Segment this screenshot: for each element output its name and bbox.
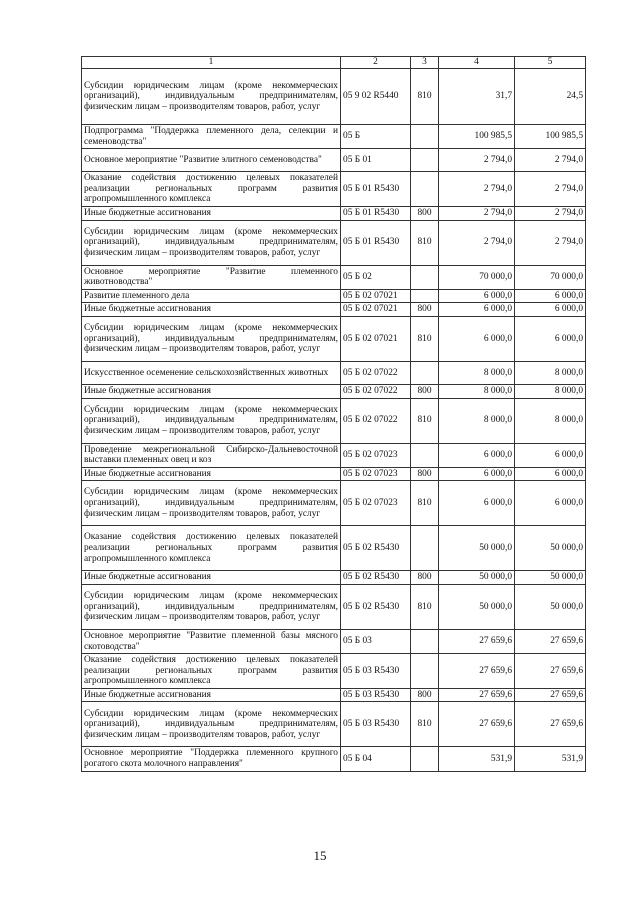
- table-row: [82, 303, 586, 317]
- row-name-cell: Иные бюджетные ассигнования: [82, 303, 341, 317]
- row-amount-1-cell: 8 000,0: [439, 361, 515, 384]
- row-code-cell: 05 Б 03: [341, 629, 411, 653]
- row-code-cell: 05 Б 02 07021: [341, 289, 411, 303]
- column-header-1: 1: [82, 57, 341, 69]
- table-row: [82, 316, 586, 361]
- table-row: [82, 467, 586, 481]
- row-name-cell: Оказание содействия достижению целевых показателей реализации региональных программ развития агропромышленного комплекса: [82, 172, 341, 207]
- table-row: [82, 702, 586, 747]
- header-row: [82, 57, 586, 69]
- row-amount-1-cell: 2 794,0: [439, 149, 515, 172]
- row-vr-cell: [411, 289, 439, 303]
- row-name-cell: Субсидии юридическим лицам (кроме некоммерческих организаций), индивидуальным предпринимателям, физическим лицам – производителям товаров, работ, услуг: [82, 702, 341, 747]
- row-vr-cell: 810: [411, 398, 439, 443]
- budget-table: [81, 56, 586, 772]
- row-amount-1-cell: 27 659,6: [439, 654, 515, 689]
- row-amount-2-cell: 27 659,6: [515, 702, 586, 747]
- table-row: [82, 747, 586, 771]
- table-row: [82, 688, 586, 702]
- row-vr-cell: 810: [411, 702, 439, 747]
- table-row: [82, 654, 586, 689]
- row-amount-1-cell: 8 000,0: [439, 384, 515, 398]
- row-vr-cell: 810: [411, 481, 439, 526]
- row-vr-cell: 810: [411, 584, 439, 629]
- table-row: [82, 629, 586, 653]
- row-code-cell: 05 Б 01 R5430: [341, 206, 411, 220]
- row-amount-2-cell: 50 000,0: [515, 584, 586, 629]
- row-name-cell: Подпрограмма "Поддержка племенного дела, селекции и семеноводства": [82, 125, 341, 149]
- table-row: [82, 584, 586, 629]
- row-vr-cell: [411, 361, 439, 384]
- row-code-cell: 05 Б 01 R5430: [341, 172, 411, 207]
- row-vr-cell: 800: [411, 688, 439, 702]
- row-name-cell: Субсидии юридическим лицам (кроме некоммерческих организаций), индивидуальным предпринимателям, физическим лицам – производителям товаров, работ, услуг: [82, 316, 341, 361]
- row-amount-1-cell: 2 794,0: [439, 206, 515, 220]
- row-name-cell: Субсидии юридическим лицам (кроме некоммерческих организаций), индивидуальным предпринимателям, физическим лицам – производителям товаров, работ, услуг: [82, 481, 341, 526]
- row-vr-cell: 800: [411, 206, 439, 220]
- row-name-cell: Оказание содействия достижению целевых показателей реализации региональных программ развития агропромышленного комплекса: [82, 526, 341, 571]
- table-row: [82, 69, 586, 125]
- row-code-cell: 05 Б 03 R5430: [341, 654, 411, 689]
- row-vr-cell: [411, 265, 439, 289]
- table-row: [82, 265, 586, 289]
- row-code-cell: 05 Б 02 07021: [341, 316, 411, 361]
- table-row: [82, 526, 586, 571]
- row-amount-2-cell: 100 985,5: [515, 125, 586, 149]
- row-amount-1-cell: 50 000,0: [439, 584, 515, 629]
- table-row: [82, 125, 586, 149]
- row-amount-2-cell: 6 000,0: [515, 467, 586, 481]
- row-name-cell: Субсидии юридическим лицам (кроме некоммерческих организаций), индивидуальным предпринимателям, физическим лицам – производителям товаров, работ, услуг: [82, 69, 341, 125]
- row-vr-cell: [411, 629, 439, 653]
- row-code-cell: 05 Б 02 R5430: [341, 571, 411, 585]
- row-amount-2-cell: 8 000,0: [515, 398, 586, 443]
- row-amount-1-cell: 50 000,0: [439, 526, 515, 571]
- row-amount-1-cell: 6 000,0: [439, 467, 515, 481]
- row-amount-1-cell: 2 794,0: [439, 220, 515, 265]
- column-header-4: 4: [439, 57, 515, 69]
- row-name-cell: Иные бюджетные ассигнования: [82, 467, 341, 481]
- row-code-cell: 05 Б 02 07023: [341, 467, 411, 481]
- row-code-cell: 05 Б 01: [341, 149, 411, 172]
- column-header-5: 5: [515, 57, 586, 69]
- row-amount-1-cell: 531,9: [439, 747, 515, 771]
- table-body: [82, 69, 586, 772]
- row-name-cell: Основное мероприятие "Поддержка племенного крупного рогатого скота молочного направления": [82, 747, 341, 771]
- row-amount-2-cell: 2 794,0: [515, 220, 586, 265]
- table-header: [82, 57, 586, 69]
- row-name-cell: Субсидии юридическим лицам (кроме некоммерческих организаций), индивидуальным предпринимателям, физическим лицам – производителям товаров, работ, услуг: [82, 584, 341, 629]
- row-amount-1-cell: 2 794,0: [439, 172, 515, 207]
- row-amount-2-cell: 6 000,0: [515, 443, 586, 467]
- row-amount-2-cell: 2 794,0: [515, 149, 586, 172]
- row-name-cell: Иные бюджетные ассигнования: [82, 571, 341, 585]
- row-name-cell: Иные бюджетные ассигнования: [82, 206, 341, 220]
- row-name-cell: Основное мероприятие "Развитие племенного животноводства": [82, 265, 341, 289]
- table-row: [82, 172, 586, 207]
- row-vr-cell: [411, 125, 439, 149]
- row-amount-1-cell: 50 000,0: [439, 571, 515, 585]
- row-vr-cell: [411, 526, 439, 571]
- table-row: [82, 289, 586, 303]
- row-name-cell: Основное мероприятие "Развитие племенной базы мясного скотоводства": [82, 629, 341, 653]
- row-code-cell: 05 Б 02 07022: [341, 384, 411, 398]
- row-amount-2-cell: 24,5: [515, 69, 586, 125]
- row-amount-1-cell: 6 000,0: [439, 303, 515, 317]
- row-code-cell: 05 Б 02 07022: [341, 361, 411, 384]
- row-name-cell: Субсидии юридическим лицам (кроме некоммерческих организаций), индивидуальным предпринимателям, физическим лицам – производителям товаров, работ, услуг: [82, 398, 341, 443]
- table-row: [82, 384, 586, 398]
- row-name-cell: Искусственное осеменение сельскохозяйственных животных: [82, 361, 341, 384]
- row-amount-1-cell: 27 659,6: [439, 688, 515, 702]
- row-vr-cell: 800: [411, 384, 439, 398]
- row-amount-2-cell: 6 000,0: [515, 289, 586, 303]
- row-code-cell: 05 Б 02: [341, 265, 411, 289]
- row-vr-cell: 800: [411, 571, 439, 585]
- row-vr-cell: [411, 747, 439, 771]
- row-name-cell: Иные бюджетные ассигнования: [82, 384, 341, 398]
- row-amount-2-cell: 50 000,0: [515, 571, 586, 585]
- page-number: 15: [313, 848, 327, 863]
- row-amount-2-cell: 70 000,0: [515, 265, 586, 289]
- row-vr-cell: [411, 654, 439, 689]
- row-name-cell: Развитие племенного дела: [82, 289, 341, 303]
- table-row: [82, 398, 586, 443]
- row-code-cell: 05 Б: [341, 125, 411, 149]
- table-row: [82, 443, 586, 467]
- table-row: [82, 206, 586, 220]
- row-code-cell: 05 Б 03 R5430: [341, 688, 411, 702]
- column-header-2: 2: [341, 57, 411, 69]
- row-amount-1-cell: 27 659,6: [439, 629, 515, 653]
- row-code-cell: 05 Б 02 R5430: [341, 526, 411, 571]
- table-row: [82, 481, 586, 526]
- column-header-3: 3: [411, 57, 439, 69]
- row-amount-1-cell: 8 000,0: [439, 398, 515, 443]
- row-name-cell: Субсидии юридическим лицам (кроме некоммерческих организаций), индивидуальным предпринимателям, физическим лицам – производителям товаров, работ, услуг: [82, 220, 341, 265]
- row-code-cell: 05 Б 02 07023: [341, 481, 411, 526]
- row-amount-1-cell: 31,7: [439, 69, 515, 125]
- table-row: [82, 571, 586, 585]
- row-amount-1-cell: 6 000,0: [439, 443, 515, 467]
- row-vr-cell: [411, 172, 439, 207]
- row-vr-cell: [411, 149, 439, 172]
- row-amount-2-cell: 50 000,0: [515, 526, 586, 571]
- row-name-cell: Основное мероприятие "Развитие элитного семеноводства": [82, 149, 341, 172]
- row-vr-cell: 810: [411, 316, 439, 361]
- table-row: [82, 361, 586, 384]
- row-amount-2-cell: 27 659,6: [515, 629, 586, 653]
- row-vr-cell: [411, 443, 439, 467]
- row-amount-2-cell: 6 000,0: [515, 481, 586, 526]
- row-amount-1-cell: 27 659,6: [439, 702, 515, 747]
- row-amount-2-cell: 531,9: [515, 747, 586, 771]
- row-amount-2-cell: 6 000,0: [515, 316, 586, 361]
- row-amount-2-cell: 8 000,0: [515, 384, 586, 398]
- row-code-cell: 05 Б 02 R5430: [341, 584, 411, 629]
- row-code-cell: 05 Б 03 R5430: [341, 702, 411, 747]
- row-code-cell: 05 Б 02 07021: [341, 303, 411, 317]
- row-code-cell: 05 Б 01 R5430: [341, 220, 411, 265]
- row-amount-2-cell: 2 794,0: [515, 172, 586, 207]
- row-amount-1-cell: 6 000,0: [439, 481, 515, 526]
- table-row: [82, 220, 586, 265]
- row-amount-2-cell: 27 659,6: [515, 654, 586, 689]
- row-name-cell: Проведение межрегиональной Сибирско-Дальневосточной выставки племенных овец и коз: [82, 443, 341, 467]
- row-amount-1-cell: 100 985,5: [439, 125, 515, 149]
- row-vr-cell: 800: [411, 467, 439, 481]
- row-amount-2-cell: 8 000,0: [515, 361, 586, 384]
- row-amount-1-cell: 6 000,0: [439, 316, 515, 361]
- row-name-cell: Оказание содействия достижению целевых показателей реализации региональных программ развития агропромышленного комплекса: [82, 654, 341, 689]
- row-code-cell: 05 9 02 R5440: [341, 69, 411, 125]
- row-amount-2-cell: 6 000,0: [515, 303, 586, 317]
- table-row: [82, 149, 586, 172]
- row-amount-2-cell: 2 794,0: [515, 206, 586, 220]
- row-name-cell: Иные бюджетные ассигнования: [82, 688, 341, 702]
- row-vr-cell: 810: [411, 220, 439, 265]
- row-code-cell: 05 Б 02 07022: [341, 398, 411, 443]
- row-vr-cell: 800: [411, 303, 439, 317]
- row-code-cell: 05 Б 04: [341, 747, 411, 771]
- row-amount-2-cell: 27 659,6: [515, 688, 586, 702]
- row-code-cell: 05 Б 02 07023: [341, 443, 411, 467]
- row-amount-1-cell: 70 000,0: [439, 265, 515, 289]
- row-amount-1-cell: 6 000,0: [439, 289, 515, 303]
- row-vr-cell: 810: [411, 69, 439, 125]
